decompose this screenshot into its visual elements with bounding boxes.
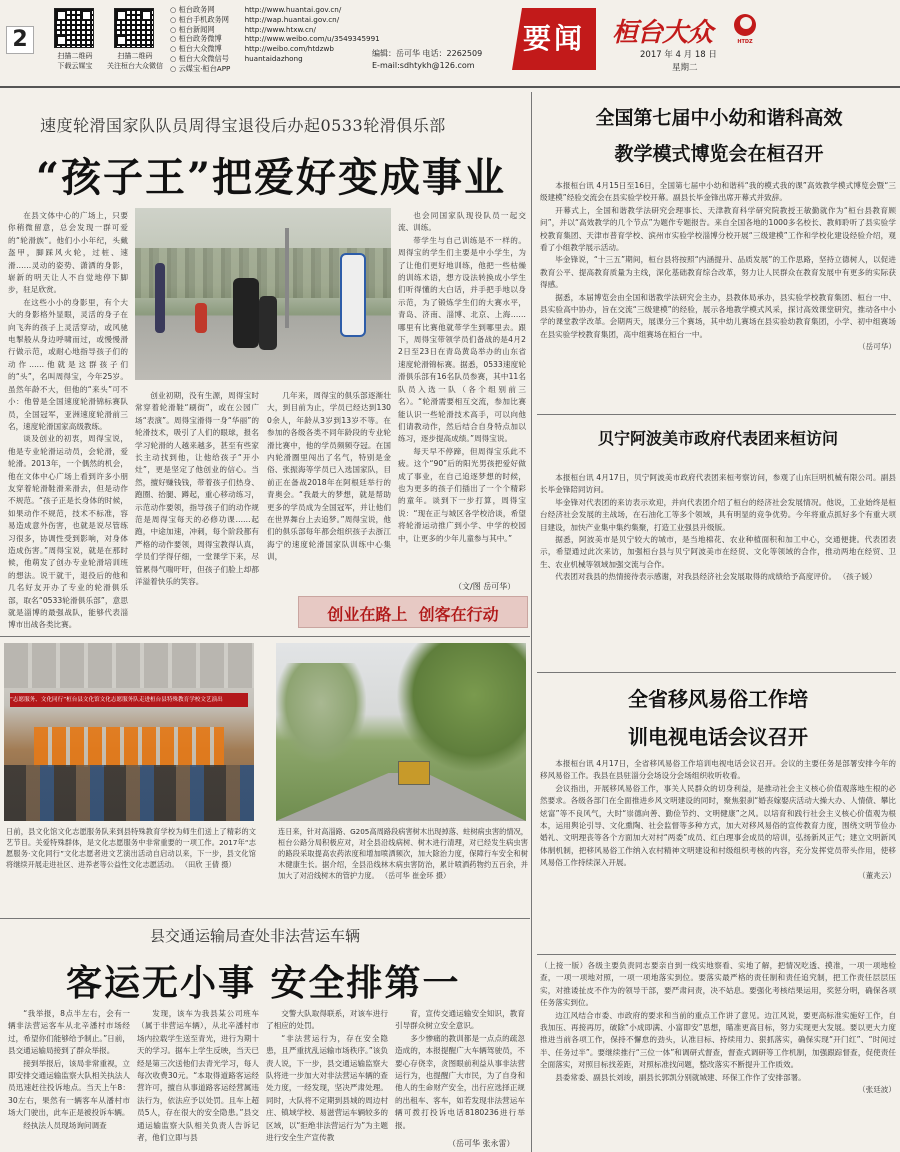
masthead: 桓台大众 [612,18,713,48]
section-badge [512,8,596,70]
link-row[interactable]: ○ 桓台政务微博 http://www.weibo.com/u/3549345991 [170,34,380,44]
main-col-2: 创业初期，没有生源，周得宝时常穿着轮滑鞋“刷街”，或在公园广场“表演”。周得宝滑得一身“华丽”的轮滑技术，吸引了人们的眼球，报名学习轮滑的人越来越多，甚至有些家长主动找到他，让他给孩子“开小灶”，更是坚定了他创业的信心。当然，擅好赚钱钱，带着孩子们热身、跑圈、抬腿、蹲起，重心移动练习，示范动作要领，指导孩子们的动作规范是周得宝每天的必修功课……起跑，中途加速，冲刺，每个阶段都有严格的动作要领，周得宝教得认真，学员们学得仔细，一堂课学下来，尽管累得气喘吁吁，但孩子们脸上却都洋溢着快乐的笑容。 [135,391,259,587]
transport-kicker: 县交通运输局查处非法营运车辆 [150,927,361,945]
main-col-3: 几年来，周得宝的俱乐部逐渐壮大，到目前为止，学员已经达到1300余人，年龄从3岁到13岁不等。在参加的各级各类不同年龄段的专业轮滑比赛中，他的学员频频夺冠。在国内轮滑圈里闯出了名气，特别是金俗、张振海等学员已入选国家队，目前正在备战2018年在阿根廷举行的青奥会。“我最大的梦想，就是帮助更多的学员成为全国冠军，并让他们在世界舞台上去追梦。”周得宝说，他们的俱乐部每年都会组织孩子去浙江海宁的速度轮滑国家队训练中心集训， [267,391,391,562]
story1-headline: 全国第七届中小幼和谐科高效 教学模式博览会在桓召开 [595,107,843,165]
photo2-caption: 连日来，针对高淄路、G205高周路段病害树木出现掉落、蛀树病虫害的情况，桓台公路分局积极应对，对全县沿线病树、树木进行清理，对已经发生病虫害的路段采取提高农药浓度和增加喷洒频次，加大除治力度，保障行车安全和树木健康生长。据介绍，全县沿线林木病虫害防治，累计喷洒药物约五百余，并加大了对沿线树木的管护力度。 （岳可华 崔金环 摄） [278,827,528,880]
story3-headline: 全省移风易俗工作培 训电视电话会议召开 [628,687,808,749]
transport-col-2: 发现，该车为我县某公司班车（属于非营运车辆），从北辛潘村市场内拉载学生送至青光，进行为期十天的学习。据车上学生反映，当天已经是第三次送他们去青光学习，每人每次收费30元。“本取得道路客运经营许可，擅自从事道路客运经营属违法行为，依法应予以处罚。且车上超员5人，存在很大的安全隐患。”县交通运输监察大队相关负责人告诉记者，他们立即与县 [137,1009,259,1143]
main-col-4: 也会同国家队现役队员一起交流、训练。 带学生与自己训练是不一样的。周得宝的学生们主要是中小学生，为了让他们更好地训练，他把一些枯燥的训练术语，想方设法转换成小学生们听得懂的大白话，并手把手地以身示范，为了锻炼学生们的大赛水平，青岛、济南、淄博、北京、上海……哪里有比赛他就带学生到哪里去。跟下，周得宝带领学员们备战的是4月22日至23日在青岛黄岛举办的山东省速度轮滑锦标赛。据悉，0533速度轮滑俱乐部有16名队员参赛，其中11名队员入选一队（各个组别前三名）。“轮滑需要相互交流，参加比赛能认识一些轮滑技术高手，可以向他们请教动作，然后结合自身特点加以练习，逐步提高成绩。”周得宝说。 每天早不停蹄，但周得宝乐此不疲。这个“90”后的阳光男孩把爱好做成了事业，在自己追逐梦想的时候，也为更多的孩子们插出了一个个精彩的童年。谈到下一步打算，周得宝说：“现在正与城区各学校洽谈，希望将轮滑运动推广到小学、中学的校园中，让更多的少年儿童参与其中。” [398,211,526,543]
main-byline: （文/图 岳可华） [454,582,516,591]
skating-photo [135,208,391,380]
photo1-caption: 日前，县文化馆文化志愿服务队来到县特殊教育学校为师生们送上了精彩的文艺节目。关爱特殊群体，是文化志愿服务中非常重要的一项工作。2017年“志愿服务·文化同行”文化志愿者进文艺演出活动自启动以来，下一步，县文化馆将继续开展走进社区、进养老等公益性文化志愿活动。 （田欣 王倩 摄） [6,827,256,869]
link-row[interactable]: ○ 云媒宝·桓台APP [170,63,231,73]
issue-weekday: 星期二 [672,63,698,73]
link-row[interactable]: ○ 桓台手机政务网 http://wap.huantai.gov.cn/ [170,14,340,24]
masthead-logo-icon: HTDZ [734,14,756,36]
banner-text: “志愿服务、文化同行”桓台县文化馆文化志愿服务队走进桓台县特殊教育学校文艺演出 [10,693,248,707]
story4-body: （上接一版）各级主要负责同志要亲自到一线实地察看、实地了解，把情况吃透、摸准，一项一项地检查，一项一项地对照，一项一项地落实到位。要落实最严格的责任制和责任追究制，把工作责任层层压实，对推诿扯皮不作为的领导干部，要严肃问责，决不姑息。要强化考核结果运用，奖惩分明，确保各项任务落实到位。 边江风结合市委、市政府的要求和当前的重点工作讲了意见。边江风说，要更高标准实施好工作，自我加压、再接再厉，破除“小成即满、小富即安”思想，瞄准更高目标，努力实现更大发展。要以更大力度推进当前各项工作，保持不懈怠的劲头，认准目标、持续用力、狠抓落实，确保实现“开门红”、“时间过半、任务过半”。要继续推行“三位一体”和调研式督查，督查式调研等工作机制，加强跟踪督查，促使责任全面落实，对照目标找差距，对照标准找问题，整改落实不断提升工作质效。 县委常委、副县长刘竣，副县长郭凯分别就城建、环保工作作了安排部署。 （张廷波） [540,961,896,1095]
story2-headline: 贝宁阿波美市政府代表团来桓访问 [597,429,838,448]
link-row[interactable]: ○ 桓台大众微博 http://weibo.com/htdzwb [170,44,334,54]
editor-email: E-mail:sdhtykh@126.com [372,61,475,70]
section-title: 要闻 [522,22,585,55]
story2-body: 本报桓台讯 4月17日，贝宁阿波美市政府代表团来桓考察访问，参观了山东巨明机械有限公司。副县长毕金锋陪同访问。 毕金锋对代表团的来访表示欢迎，并向代表团介绍了桓台的经济社会发展情况。他说，工业始终是桓台经济社会发展的主战场，在石油化工等多个领域，具有明显的竞争优势。今年将重点抓好多个有重大项目建设，加快产业集中集约集聚，打造工业强县升级版。 据悉，阿波美市是贝宁较大的城市，是当地棉花、农业种植面积和加工中心，交通便捷。代表团表示，希望通过此次来访，加强桓台县与贝宁阿波美市在经贸、文化等领域的合作，推动两地在经贸、卫生、农业机械等领域加强交流与合作。 代表团对我县的热情接待表示感谢，对我县经济社会发展取得的成绩给予高度评价。 （孩子媛） [540,473,896,582]
issue-date: 2017 年 4 月 18 日 [640,50,717,60]
transport-byline: （岳可华 张永雷） [448,1139,515,1148]
qr1-caption: 扫描二维码 下载云媒宝 [57,52,93,70]
slogan-banner: 创业在路上 创客在行动 [298,596,528,628]
qr-code-wechat [114,8,154,48]
link-row[interactable]: ○ 桓台政务网 http://www.huantai.gov.cn/ [170,5,342,14]
page-number: 2 [6,26,34,54]
header-rule [0,86,900,88]
main-col-1: 在县文体中心的广场上，只要你稍微留意，总会发现一群可爱的“轮滑族”。他们小小年纪，头戴盔甲，脚踩风火轮，过桩、速滑……灵动的姿势、潇洒的身影，崭新的明天让人不自觉地停下脚步，驻足欣赏。 在这些小小的身影里，有个大大的身影格外显眼，灵活的身子在向飞奔的孩子上灵活穿动，或风驰电掣般从身边呼啸而过，或慢慢滑行做示范，或耐心地指导孩子们的动作……他就是这群孩子们的“头”，名叫周得宝，今年25岁。虽然年龄不大，但他的“来头”可不小：他曾是全国速度轮滑锦标赛队员，全国冠军，亚洲速度轮滑前三名，速度轮滑国家高级教练。 谈及创业的初衷，周得宝说，他是专业轮滑运动员，会轮滑，爱轮滑。2013年，一个偶然的机会，他在文体中心广场上看到许多小朋友穿着轮滑鞋滑来滑去，但是动作不规范。“孩子正是长身体的时候，如果动作不规范，技术不标准，容易造成意外伤害，也就是说尽管练习很多，协调性受到影响，对身体造成伤害。”周得宝说，就是在那时候，他萌发了创办专业轮滑培训班的想法。说干就干，退役后的他和几名好友开办了专业的轮滑俱乐部，取名“0533轮滑俱乐部”，意思就是淄博的最强战队，能够代表淄博市出战各类比赛。 [8,211,128,630]
divider-r3 [537,954,896,955]
transport-col-1: “我举报，8点半左右，会有一辆非法营运客车从北辛潘村市场经过，希望你们能够给予制止。”日前，县交通运输局接到了群众举报。 接到举报后，该局非常重视，立即安排交通运输监察大队相关执法人员迅速赶往投诉地点。当天上午8：30左右，果然有一辆客车从潘村市场大门驶出，此车正是被投诉车辆。 经执法人员现场询问调查 [8,1009,130,1130]
transport-headline: 客运无小事 安全排第一 [66,962,461,1004]
link-list [170,5,400,74]
vertical-divider [531,92,532,1152]
road-photo [276,643,526,821]
transport-col-4: 育，宣传交通运输安全知识，教育引导群众树立安全意识。 多少惨痛的教训都是一点点的疏忽造成的，本报提醒广大车辆驾驶员，不要心存侥幸，贪图眼前利益从事非法营运行为，也提醒广大市民，为了自身和他人的生命财产安全，出行应选择正规的出租车、客车，如若发现非法营运车辆可拨打投诉电话8180236进行举报。 [395,1009,525,1130]
main-headline: “孩子王”把爱好变成事业 [36,154,507,201]
qr-code-app [54,8,94,48]
divider-r2 [537,672,896,673]
link-row[interactable]: ○ 桓台大众微信号 huantaidazhong [170,53,303,63]
story1-body: 本报桓台讯 4月15日至16日，全国第七届中小幼和谐科“我的模式我的课”高效教学模式博览会暨“三级建模”经验交流会在县实验学校开幕。副县长毕金锋出席开幕式并致辞。 开幕式上，全国和谐教学法研究会理事长、天津教育科学研究院教授王敏勤就作为“桓台县教育顾问”，并以“高效教学的几个节点”为题作专题报告。来自全国各地的1000多名校长、教师聆听了县实验学校教育集团、天津市普育学校、滨州市实验学校淄博分校开展“三级建模”工作和学校化建设经验介绍，观看了小组教学展示活动。 毕金锋说，“十三五”期间，桓台县将按照“内涵提升、品质发展”的工作思路，坚持立德树人，以促进教育公平、提高教育质量为主线，深化基础教育综合改革，努力让人民群众在教育发展中有更多的实际获得感。 据悉，本届博览会由全国和谐教学法研究会主办，县教体局承办，县实验学校教育集团、桓台一中、县实验高中协办，旨在交流“三级建模”的经验，展示各地教学模式风采，探讨高效课堂研究，推动各中小学的课堂教学改革。会期两天，展课分三个赛场，其中幼儿赛场在县实验幼教育集团，小学、初中组赛场在县实验学校教育集团，高中组赛场在桓台一中。 （岳可华） [540,181,896,352]
transport-col-3: 交警大队取得联系，对该车进行了相应的处罚。 “非法营运行为，存在安全隐患，且严重扰乱运输市场秩序。”该负责人说，下一步，县交通运输监察大队将进一步加大对非法营运车辆的查处力度，一经发现，坚决严肃处理。同时，大队将不定期到县城的周边村庄、镇域学校、易滋营运车辆较多的区域，以“拒绝非法营运行为”为主题进行安全生产宣传教 [266,1009,388,1143]
page-header [0,0,900,92]
divider-2 [0,918,530,919]
link-row[interactable]: ○ 桓台新闻网 http://www.htxw.cn/ [170,24,316,34]
volunteer-photo [4,643,254,821]
qr2-caption: 扫描二维码 关注桓台大众微信 [107,52,163,70]
editor-info: 编辑：岳可华 电话：2262509 [372,49,483,58]
divider-1 [0,636,530,637]
main-kicker: 速度轮滑国家队队员周得宝退役后办起0533轮滑俱乐部 [40,116,446,135]
story3-body: 本报桓台讯 4月17日，全省移风易俗工作培训电视电话会议召开。会议的主要任务是部署安排今年的移风易俗工作。我县在县驻淄分会场设分会场组织收听收看。 会议指出，开展移风易俗工作，事关人民群众的切身利益，是推动社会主义核心价值观落地生根的必然要求。各级各部门在全面推进乡风文明建设的同时，聚焦狠刹“婚丧嫁娶庆活动大操大办、人情债、攀比炫富”等不良风气，大时“崇德向善、勤俭节约、文明健康”之风。以培育和践行社会主义核心价值观为根本，运用舆论引导、文化熏陶、社会监督等多种方式，加大对移风易俗的宣传教育力度，围绕文明节俭办婚礼、文明理丧等各个方面加大对村“两委”成员、红白理事会成员的培训，弘扬新风正气；建立文明新风体制机制，把移风易俗工作纳入农村精神文明建设和村级组织考核的内容，充分发挥党员带头作用，使移风易俗工作持续深入开展。 （董兆云） [540,759,896,880]
divider-r1 [537,414,896,415]
